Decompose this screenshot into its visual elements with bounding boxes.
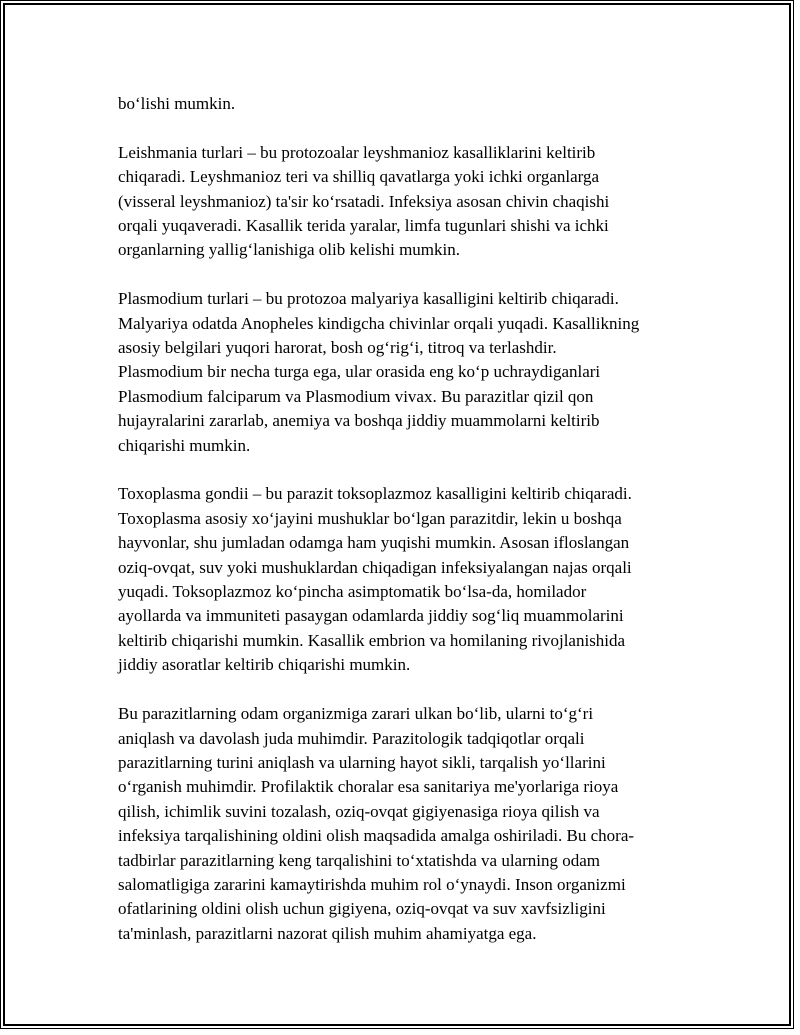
text-line: orqali yuqaveradi. Kasallik terida yaralar, limfa tugunlari shishi va ichki <box>118 216 609 236</box>
text-line: parazitlarning turini aniqlash va ularning hayot sikli, tarqalish yo‘llarini <box>118 752 606 772</box>
paragraph-plasmodium <box>118 287 688 458</box>
text-line: (visseral leyshmanioz) ta'sir ko‘rsatadi. Infeksiya asosan chivin chaqishi <box>118 191 610 211</box>
text-line: infeksiya tarqalishining oldini olish maqsadida amalga oshiriladi. Bu chora- <box>118 826 635 846</box>
text-line: ta'minlash, parazitlarni nazorat qilish muhim ahamiyatga ega. <box>118 923 537 943</box>
text-line: Toxoplasma asosiy xo‘jayini mushuklar bo‘lgan parazitdir, lekin u boshqa <box>118 508 622 528</box>
paragraph-leishmania <box>118 141 688 263</box>
text-line: Malyariya odatda Anopheles kindigcha chivinlar orqali yuqadi. Kasallikning <box>118 313 640 333</box>
text-line: qilish, ichimlik suvini tozalash, oziq-ovqat gigiyenasiga rioya qilish va <box>118 801 600 821</box>
text-line: Plasmodium falciparum va Plasmodium vivax. Bu parazitlar qizil qon <box>118 386 594 406</box>
text-line: yuqadi. Toksoplazmoz ko‘pincha asimptomatik bo‘lsa-da, homilador <box>118 582 587 602</box>
paragraph-intro-tail <box>118 92 688 116</box>
text-line: chiqaradi. Leyshmanioz teri va shilliq qavatlarga yoki ichki organlarga <box>118 167 600 187</box>
text-line: tadbirlar parazitlarning keng tarqalishini to‘xtatishda va ularning odam <box>118 850 600 870</box>
text-line: Toxoplasma gondii – bu parazit toksoplazmoz kasalligini keltirib chiqaradi. <box>118 484 632 504</box>
text-line: ofatlarining oldini olish uchun gigiyena, oziq-ovqat va suv xavfsizligini <box>118 899 606 919</box>
text-line: o‘rganish muhimdir. Profilaktik choralar esa sanitariya me'yorlariga rioya <box>118 777 619 797</box>
text-line: asosiy belgilari yuqori harorat, bosh og‘rig‘i, titroq va terlashdir. <box>118 338 557 358</box>
text-line: hayvonlar, shu jumladan odamga ham yuqishi mumkin. Asosan ifloslangan <box>118 533 630 553</box>
text-line: salomatligiga zararini kamaytirishda muhim rol o‘ynaydi. Inson organizmi <box>118 874 626 894</box>
text-line: keltirib chiqarishi mumkin. Kasallik embrion va homilaning rivojlanishida <box>118 630 626 650</box>
text-line: chiqarishi mumkin. <box>118 435 251 455</box>
text-line: Plasmodium turlari – bu protozoa malyariya kasalligini keltirib chiqaradi. <box>118 289 619 309</box>
text-line: bo‘lishi mumkin. <box>118 94 236 113</box>
text-line: hujayralarini zararlab, anemiya va boshqa jiddiy muammolarni keltirib <box>118 411 600 431</box>
paragraph-toxoplasma <box>118 482 688 677</box>
text-line: Leishmania turlari – bu protozoalar leyshmanioz kasalliklarini keltirib <box>118 142 596 162</box>
text-line: organlarning yallig‘lanishiga olib kelishi mumkin. <box>118 240 461 260</box>
text-line: aniqlash va davolash juda muhimdir. Parazitologik tadqiqotlar orqali <box>118 728 585 748</box>
text-line: Bu parazitlarning odam organizmiga zarari ulkan bo‘lib, ularni to‘g‘ri <box>118 704 594 724</box>
paragraph-conclusion <box>118 702 688 946</box>
text-line: oziq-ovqat, suv yoki mushuklardan chiqadigan infeksiyalangan najas orqali <box>118 557 632 577</box>
document-body <box>118 92 688 971</box>
text-line: ayollarda va immuniteti pasaygan odamlarda jiddiy sog‘liq muammolarini <box>118 606 624 626</box>
text-line: jiddiy asoratlar keltirib chiqarishi mumkin. <box>118 655 411 675</box>
text-line: Plasmodium bir necha turga ega, ular orasida eng ko‘p uchraydiganlari <box>118 362 601 382</box>
